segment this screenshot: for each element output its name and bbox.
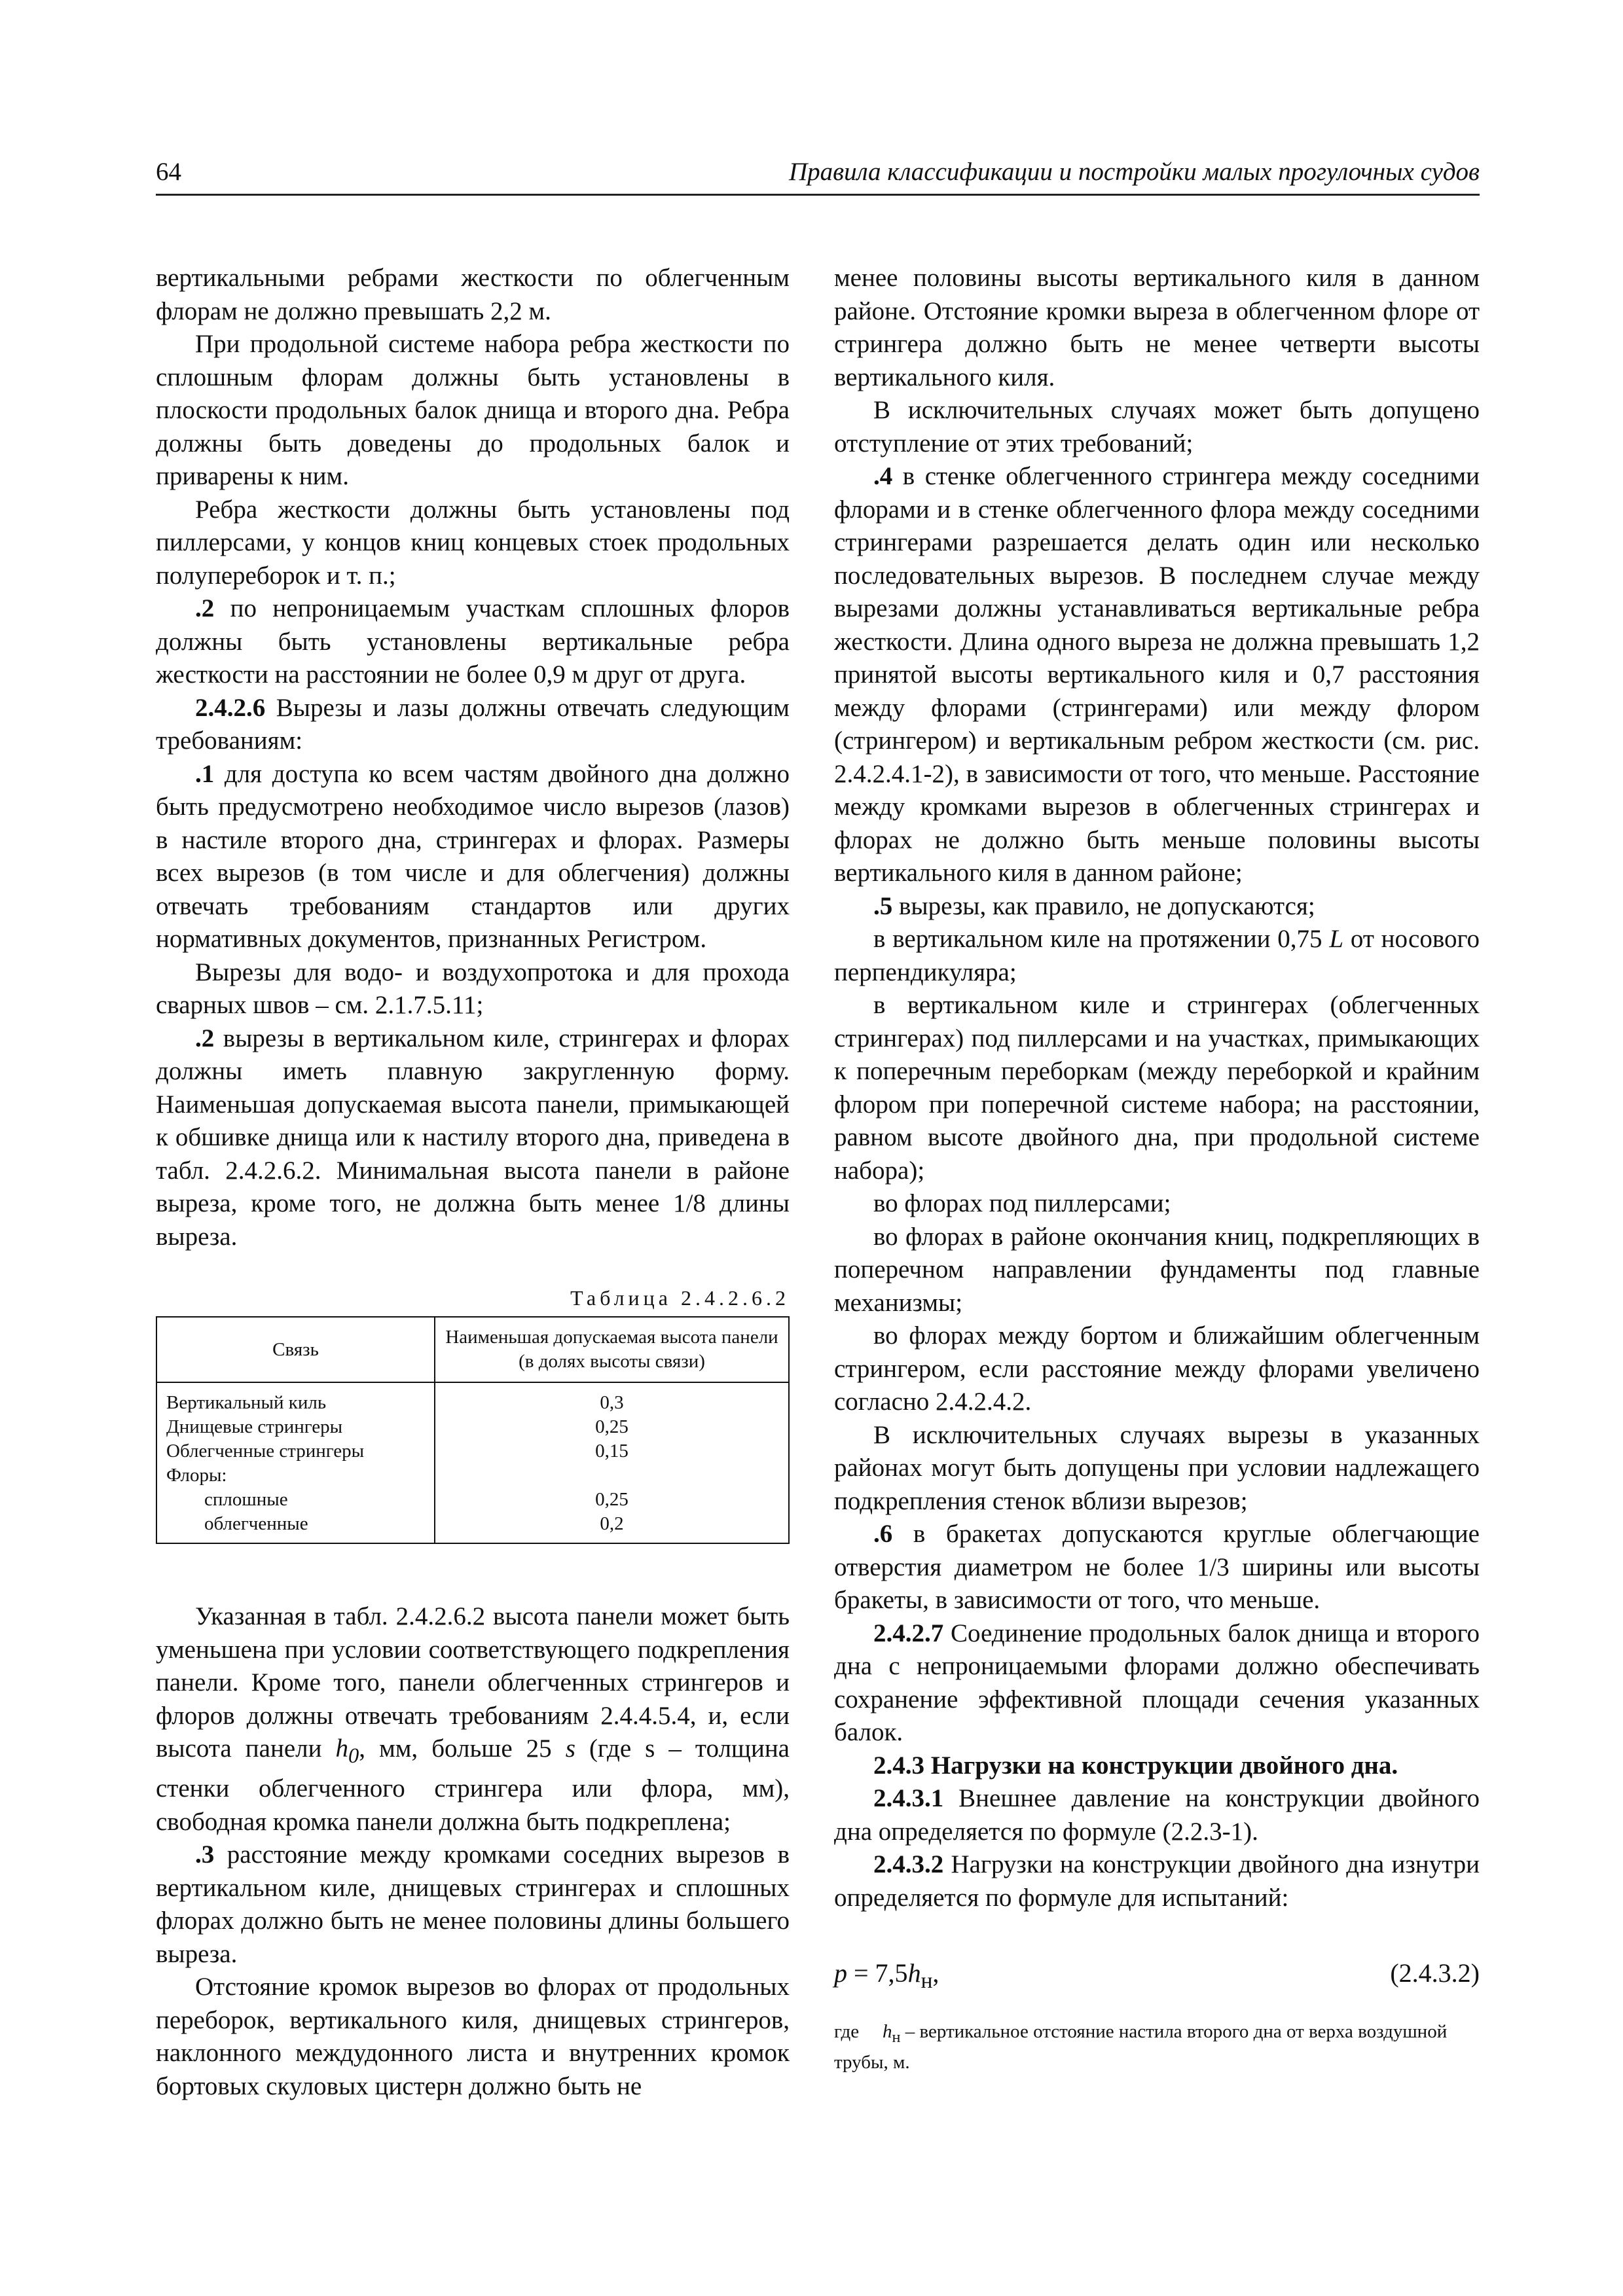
table-cell: 0,15: [435, 1439, 789, 1463]
paragraph: В исключительных случаях вырезы в указанных районах могут быть допущены при условии надлежащего подкрепления стенок вблизи вырезов;: [834, 1420, 1480, 1515]
table-row: [156, 1382, 789, 1415]
paragraph: во флорах в районе окончания книц, подкрепляющих в поперечном направлении фундаменты под главные механизмы;: [834, 1222, 1480, 1317]
table-cell: 0,2: [435, 1512, 789, 1543]
table-row: [156, 1488, 789, 1512]
table-cell: Флоры:: [166, 1465, 227, 1486]
paragraph: .2 вырезы в вертикальном киле, стрингерах и флорах должны иметь плавную закругленную форму. Наименьшая допускаемая высота панели, примыкающей к обшивке днища или к настилу второго дна, приведена в табл. 2.4.2.6.2. Минимальная высота панели в районе выреза, кроме того, не должна быть менее 1/8 длины выреза.: [156, 1024, 790, 1251]
right-column: [834, 262, 1480, 2075]
item-number: .2: [195, 1024, 215, 1052]
section-paragraph: 2.4.2.7 Соединение продольных балок днища и второго дна с непроницаемыми флорами должно обеспечивать сохранение эффективной площади сечения указанных балок.: [834, 1619, 1480, 1746]
section-heading: 2.4.3 Нагрузки на конструкции двойного дна.: [873, 1751, 1398, 1780]
panel-height-table: [156, 1316, 790, 1544]
left-column: [156, 262, 790, 2103]
paragraph: в вертикальном киле и стрингерах (облегченных стрингерах) под пиллерсами и на участках, примыкающих к поперечным переборкам (между переборкой и крайним флором при поперечной системе набора; на расстоянии, равном высоте двойного дна, при продольной системе набора);: [834, 991, 1480, 1185]
paragraph: .1 для доступа ко всем частям двойного дна должно быть предусмотрено необходимое число вырезов (лазов) в настиле второго дна, стрингерах и флорах. Размеры всех вырезов (в том числе и для облегчения) должны отвечать требованиям стандартов или других нормативных документов, признанных Регистром.: [156, 759, 790, 953]
section-paragraph: 2.4.2.6 Вырезы и лазы должны отвечать следующим требованиям:: [156, 693, 790, 755]
section-number: 2.4.3.1: [873, 1784, 944, 1812]
table-cell: 0,25: [435, 1488, 789, 1512]
section-paragraph: 2.4.3.2 Нагрузки на конструкции двойного дна изнутри определяется по формуле для испытаний:: [834, 1850, 1480, 1912]
table-cell: Облегченные стрингеры: [166, 1441, 365, 1462]
paragraph: вертикальными ребрами жесткости по облегченным флорам не должно превышать 2,2 м.: [156, 264, 790, 325]
table-cell: 0,3: [435, 1382, 789, 1415]
page-number: 64: [156, 158, 181, 186]
table-row: [156, 1415, 789, 1439]
formula-number: (2.4.3.2): [1390, 1958, 1480, 1988]
item-number: .2: [195, 594, 215, 622]
table-caption: Таблица 2.4.2.6.2: [570, 1286, 790, 1310]
table-header: Наименьшая допускаемая высота панели (в долях высоты связи): [435, 1317, 789, 1382]
item-number: .4: [873, 462, 893, 490]
section-paragraph: 2.4.3.1 Внешнее давление на конструкции двойного дна определяется по формуле (2.2.3-1).: [834, 1784, 1480, 1846]
item-number: .1: [195, 759, 215, 788]
formula-legend: где $h_н$ – вертикальное отстояние настила второго дна от верха воздушной трубы, м.: [834, 2021, 1448, 2073]
item-number: .5: [873, 891, 893, 920]
paragraph: менее половины высоты вертикального киля в данном районе. Отстояние кромки выреза в облегченном флоре от стрингера должно быть не менее четверти высоты вертикального киля.: [834, 264, 1480, 391]
paragraph: .4 в стенке облегченного стрингера между соседними флорами и в стенке облегченного флора между соседними стрингерами разрешается делать один или несколько последовательных вырезов. В последнем случае между вырезами должны устанавливаться вертикальные ребра жесткости. Длина одного выреза не должна превышать 1,2 принятой высоты вертикального киля и 0,7 расстояния между флорами (стрингерами) или между флором (стрингером) и вертикальным ребром жесткости (см. рис. 2.4.2.4.1-2), в зависимости от того, что меньше. Расстояние между кромками вырезов в облегченных стрингерах и флорах не должно быть меньше половины высоты вертикального киля в данном районе;: [834, 462, 1480, 887]
table-row: [156, 1463, 789, 1488]
paragraph: .5 вырезы, как правило, не допускаются;: [873, 891, 1315, 920]
table-cell: Днищевые стрингеры: [166, 1416, 343, 1437]
table-header: Связь: [156, 1317, 435, 1382]
table-cell: [435, 1463, 789, 1488]
formula: $p = 7,5h_н$, (2.4.3.2): [834, 1954, 1480, 1993]
table-cell: Вертикальный киль: [166, 1392, 327, 1413]
item-number: .3: [195, 1840, 215, 1869]
paragraph: В исключительных случаях может быть допущено отступление от этих требований;: [834, 396, 1480, 457]
paragraph: .6 в бракетах допускаются круглые облегчающие отверстия диаметром не более 1/3 ширины или высоты бракеты, в зависимости от того, что меньше.: [834, 1520, 1480, 1614]
table-cell: 0,25: [435, 1415, 789, 1439]
item-number: .6: [873, 1520, 893, 1548]
page-header: [156, 156, 1480, 196]
section-number: 2.4.2.6: [195, 693, 266, 722]
section-number: 2.4.2.7: [873, 1619, 944, 1647]
paragraph: во флорах между бортом и ближайшим облегченным стрингером, если расстояние между флорами увеличено согласно 2.4.2.4.2.: [834, 1321, 1480, 1416]
table-cell: облегченные: [204, 1513, 308, 1534]
paragraph: в вертикальном киле на протяжении 0,75 L от носового перпендикуляра;: [834, 925, 1480, 986]
paragraph: Ребра жесткости должны быть установлены под пиллерсами, у концов книц концевых стоек продольных полупереборок и т. п.;: [156, 495, 790, 590]
table-row: [156, 1439, 789, 1463]
paragraph: Указанная в табл. 2.4.2.6.2 высота панели может быть уменьшена при условии соответствующего подкрепления панели. Кроме того, панели облегченных стрингеров и флоров должны отвечать требованиям 2.4.4.5.4, и, если высота панели $h_0$, мм, больше 25 s (где s – толщина стенки облегченного стрингера или флора, мм), свободная кромка панели должна быть подкреплена;: [156, 1602, 790, 1836]
table-row: [156, 1512, 789, 1543]
paragraph: При продольной системе набора ребра жесткости по сплошным флорам должны быть установлены в плоскости продольных балок днища и второго дна. Ребра должны быть доведены до продольных балок и приварены к ним.: [156, 330, 790, 490]
paragraph: Отстояние кромок вырезов во флорах от продольных переборок, вертикального киля, днищевых стрингеров, наклонного междудонного листа и внутренних кромок бортовых скуловых цистерн должно быть не: [156, 1973, 790, 2100]
paragraph: .2 по непроницаемым участкам сплошных флоров должны быть установлены вертикальные ребра жесткости на расстоянии не более 0,9 м друг от друга.: [156, 594, 790, 689]
section-number: 2.4.3.2: [873, 1850, 944, 1878]
table-cell: сплошные: [204, 1489, 288, 1510]
paragraph: во флорах под пиллерсами;: [873, 1189, 1171, 1217]
paragraph: Вырезы для водо- и воздухопротока и для прохода сварных швов – см. 2.1.7.5.11;: [156, 958, 790, 1019]
running-title: Правила классификации и постройки малых прогулочных судов: [788, 158, 1480, 186]
paragraph: .3 расстояние между кромками соседних вырезов в вертикальном киле, днищевых стрингерах и сплошных флорах должно быть не менее половины длины большего выреза.: [156, 1840, 790, 1968]
